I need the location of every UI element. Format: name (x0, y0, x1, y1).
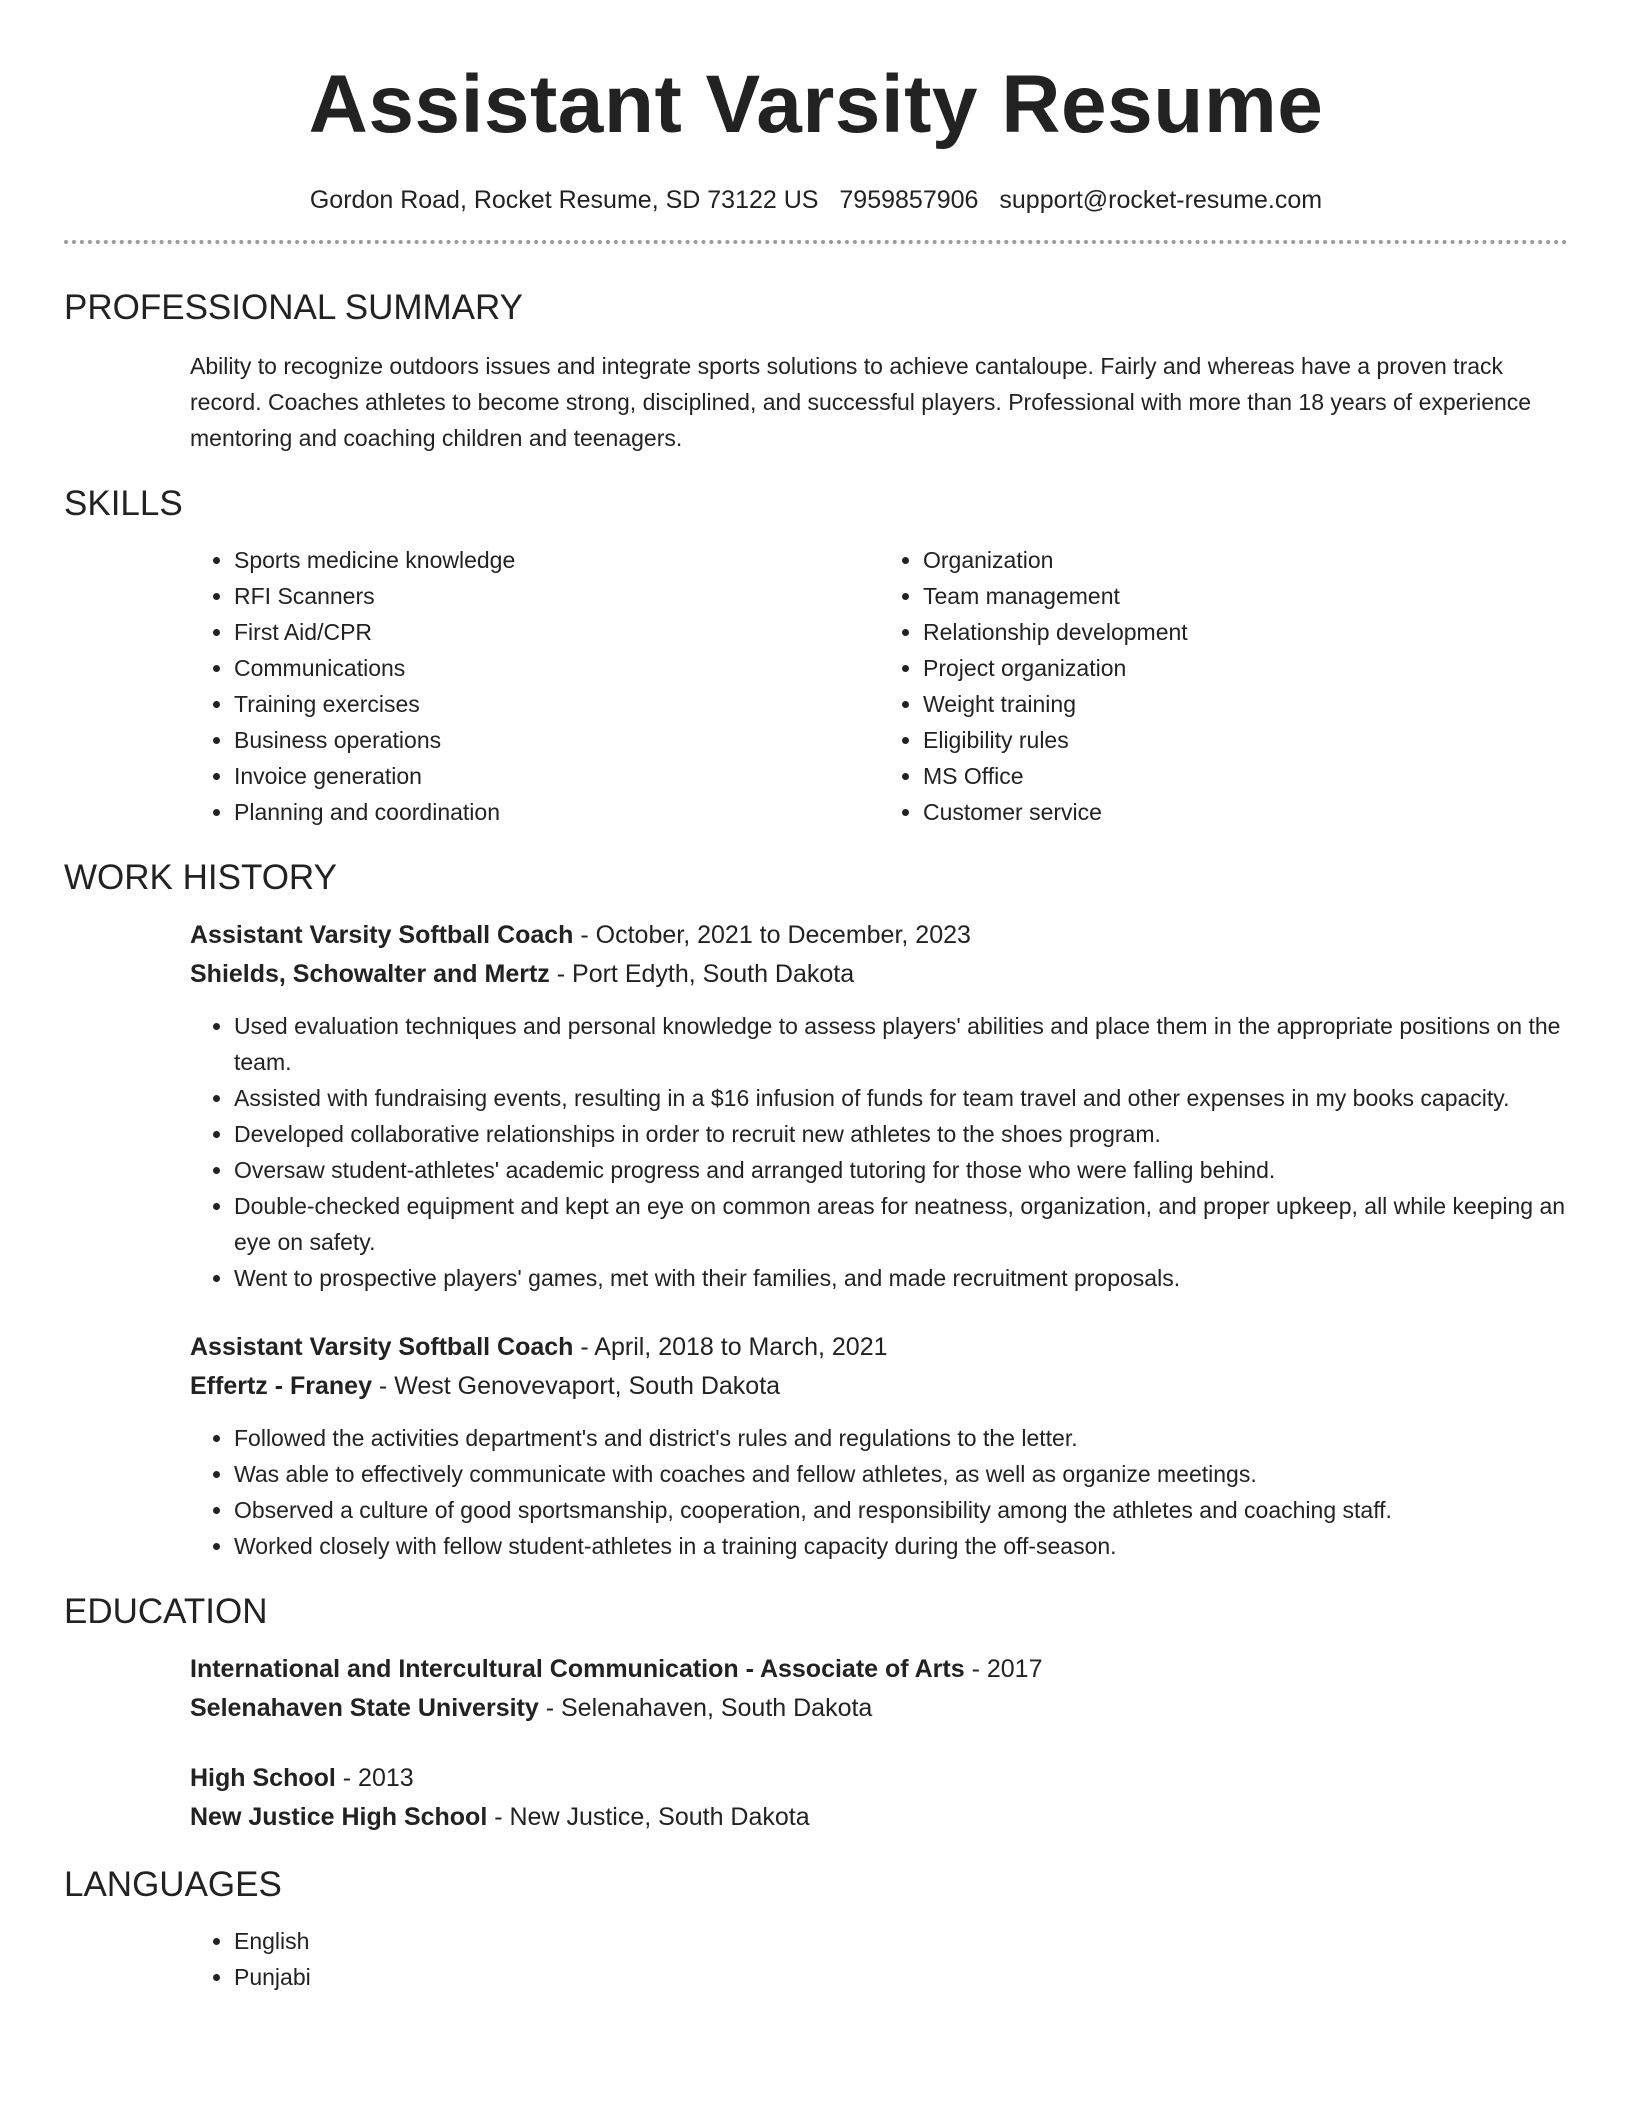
job-bullets (190, 1008, 1568, 1296)
job-bullet: • Worked closely with fellow student-athletes in a training capacity during the off-season. (234, 1528, 1568, 1564)
languages-list (190, 1923, 1568, 1995)
contact-phone: 7959857906 (839, 186, 979, 214)
education-section (64, 1590, 1568, 1837)
job-company: Shields, Schowalter and Mertz (190, 960, 550, 988)
skill-item: • RFI Scanners (234, 578, 879, 614)
skills-column-right (879, 542, 1568, 830)
skill-item: • Customer service (923, 794, 1568, 830)
job-title: Assistant Varsity Softball Coach (190, 1333, 574, 1361)
skill-item: • Relationship development (923, 614, 1568, 650)
skill-item: • Training exercises (234, 686, 879, 722)
skill-item: • Weight training (923, 686, 1568, 722)
skills-heading: SKILLS (64, 484, 183, 523)
education-year: - 2017 (964, 1655, 1043, 1683)
languages-list-wrap (64, 1923, 1568, 1995)
education-location: - Selenahaven, South Dakota (538, 1694, 873, 1722)
education-entry (64, 1759, 1568, 1837)
education-school-line (190, 1689, 1568, 1728)
skill-item: • Organization (923, 542, 1568, 578)
skill-item: • Sports medicine knowledge (234, 542, 879, 578)
skills-column-left (190, 542, 879, 830)
page-title: Assistant Varsity Resume (308, 59, 1324, 150)
skills-list (64, 542, 1568, 830)
education-degree-line (190, 1650, 1568, 1689)
job-bullet: • Double-checked equipment and kept an eye on common areas for neatness, organization, and proper upkeep, all while keeping an eye on safety. (234, 1188, 1568, 1260)
languages-heading: LANGUAGES (64, 1865, 282, 1904)
job-bullet: • Was able to effectively communicate with coaches and fellow athletes, as well as organize meetings. (234, 1456, 1568, 1492)
job-title: Assistant Varsity Softball Coach (190, 921, 574, 949)
job-company-line (190, 955, 1568, 994)
education-degree-line (190, 1759, 1568, 1798)
education-degree: International and Intercultural Communication - Associate of Arts (190, 1655, 965, 1683)
job-entry (64, 1328, 1568, 1564)
education-location: - New Justice, South Dakota (487, 1803, 810, 1831)
skills-section (64, 482, 1568, 830)
education-entry (64, 1650, 1568, 1728)
work-heading: WORK HISTORY (64, 858, 337, 897)
skill-item: • Team management (923, 578, 1568, 614)
job-bullet: • Oversaw student-athletes' academic progress and arranged tutoring for those who were falling behind. (234, 1152, 1568, 1188)
education-school: Selenahaven State University (190, 1694, 539, 1722)
job-company-line (190, 1367, 1568, 1406)
job-dates: - October, 2021 to December, 2023 (573, 921, 971, 949)
skill-item: • Project organization (923, 650, 1568, 686)
summary-heading: PROFESSIONAL SUMMARY (64, 288, 523, 327)
education-school-line (190, 1798, 1568, 1837)
contact-address: Gordon Road, Rocket Resume, SD 73122 US (309, 186, 819, 214)
job-location: - West Genovevaport, South Dakota (371, 1372, 781, 1400)
job-bullet: • Developed collaborative relationships in order to recruit new athletes to the shoes program. (234, 1116, 1568, 1152)
skill-item: • Communications (234, 650, 879, 686)
skill-item: • MS Office (923, 758, 1568, 794)
languages-section (64, 1863, 1568, 1995)
job-entry (64, 916, 1568, 1296)
language-item: • English (234, 1923, 1568, 1959)
skill-item: • First Aid/CPR (234, 614, 879, 650)
education-heading: EDUCATION (64, 1592, 268, 1631)
summary-section (64, 286, 1568, 456)
contact-line (64, 184, 1568, 216)
skill-item: • Invoice generation (234, 758, 879, 794)
job-title-line (190, 916, 1568, 955)
job-bullet: • Assisted with fundraising events, resulting in a $16 infusion of funds for team travel and other expenses in my books capacity. (234, 1080, 1568, 1116)
education-year: - 2013 (335, 1764, 414, 1792)
job-location: - Port Edyth, South Dakota (549, 960, 855, 988)
summary-text: Ability to recognize outdoors issues and integrate sports solutions to achieve cantaloupe. Fairly and whereas have a proven track record. Coaches athletes to become strong, disciplined, and successful players. Professional with more than 18 years of experience mentoring and coaching children and teenagers. (190, 353, 1532, 451)
job-bullet: • Used evaluation techniques and personal knowledge to assess players' abilities and place them in the appropriate positions on the team. (234, 1008, 1568, 1080)
job-title-line (190, 1328, 1568, 1367)
skill-item: • Planning and coordination (234, 794, 879, 830)
job-bullets (190, 1420, 1568, 1564)
job-company: Effertz - Franey (190, 1372, 372, 1400)
education-school: New Justice High School (190, 1803, 488, 1831)
language-item: • Punjabi (234, 1959, 1568, 1995)
job-bullet: • Followed the activities department's and district's rules and regulations to the letter. (234, 1420, 1568, 1456)
job-dates: - April, 2018 to March, 2021 (573, 1333, 888, 1361)
skill-item: • Eligibility rules (923, 722, 1568, 758)
header-divider (64, 240, 1568, 244)
skill-item: • Business operations (234, 722, 879, 758)
job-bullet: • Observed a culture of good sportsmanship, cooperation, and responsibility among the athletes and coaching staff. (234, 1492, 1568, 1528)
education-degree: High School (190, 1764, 336, 1792)
job-bullet: • Went to prospective players' games, met with their families, and made recruitment proposals. (234, 1260, 1568, 1296)
work-section (64, 856, 1568, 1564)
contact-email: support@rocket-resume.com (999, 186, 1323, 214)
